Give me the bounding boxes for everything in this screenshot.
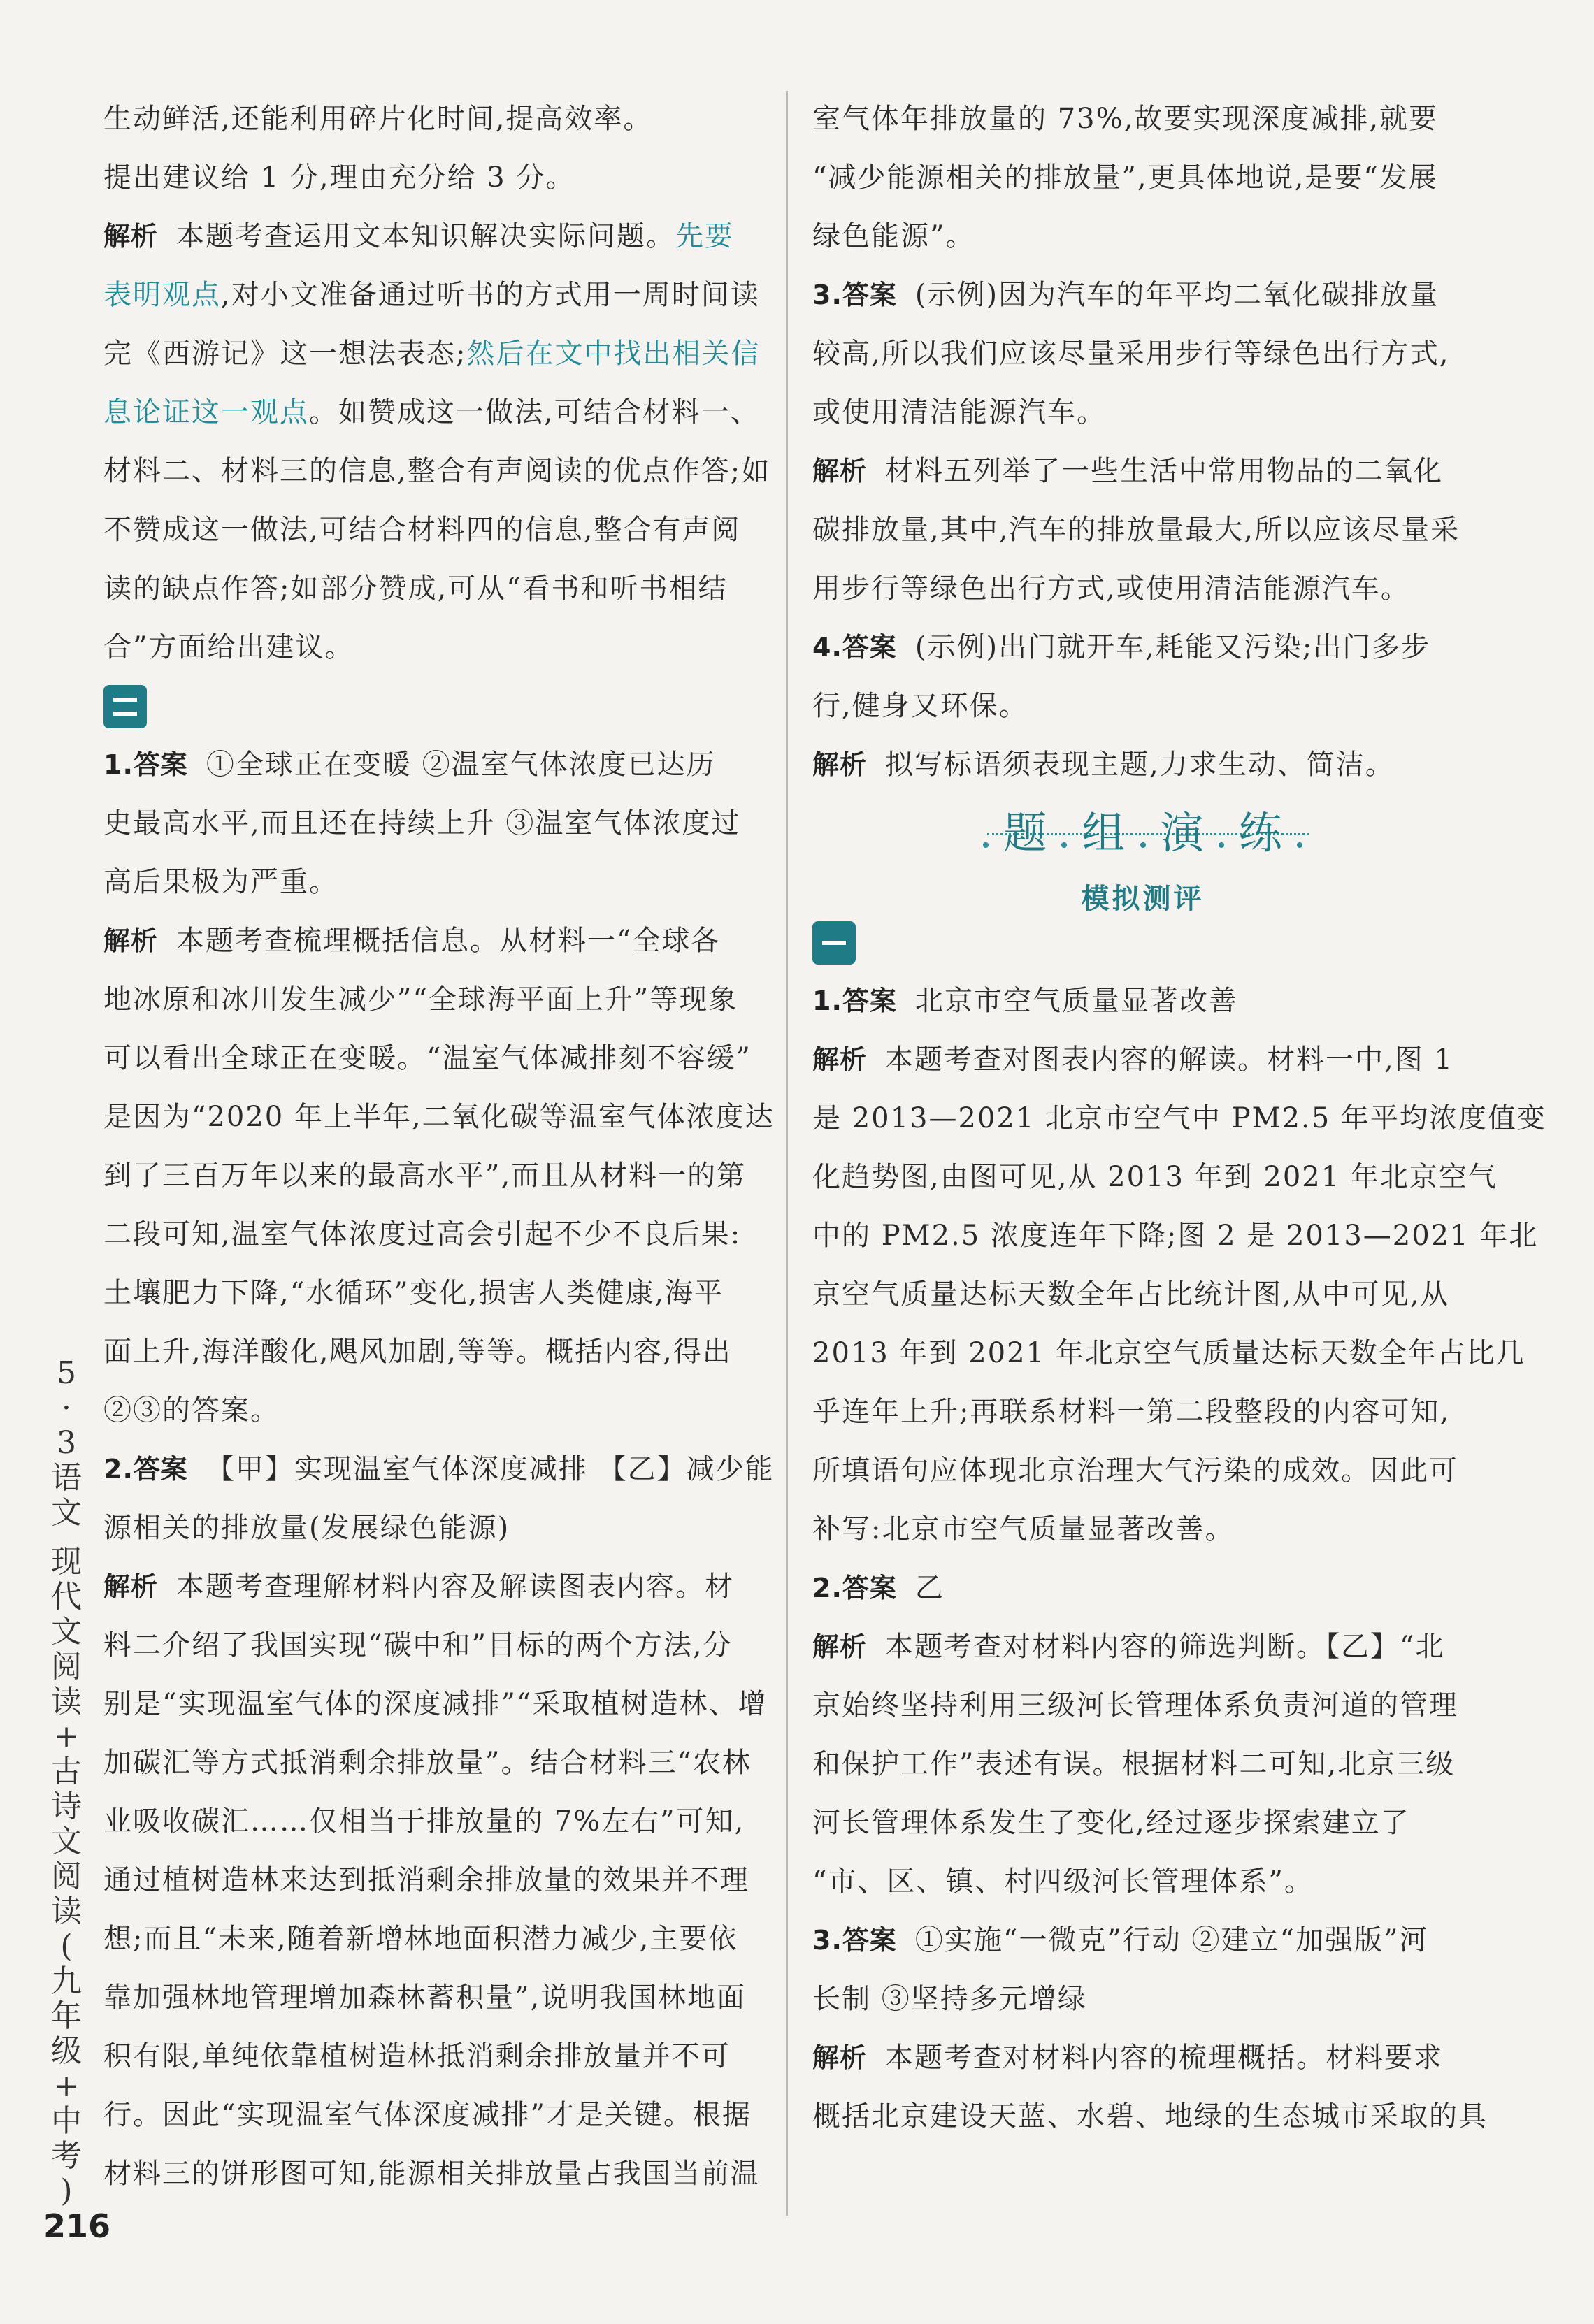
sidebar-char: 文 [51,1824,82,1859]
text-line: 生动鲜活,还能利用碎片化时间,提高效率。 [103,103,653,135]
sidebar-char: 5 [57,1355,76,1391]
sidebar-char: 古 [51,1754,82,1789]
text-line: 行,健身又环保。 [812,690,1028,722]
text-line: ②③的答案。 [103,1394,280,1427]
text-line: 材料三的饼形图可知,能源相关排放量占我国当前温 [103,2158,760,2190]
title-char: 练 [1238,807,1282,858]
left-column [103,89,775,2203]
sidebar-char: 阅 [51,1649,82,1684]
text-line: 不赞成这一做法,可结合材料四的信息,整合有声阅 [103,514,741,546]
text-line: 行。因此“实现温室气体深度减排”才是关键。根据 [103,2099,752,2131]
text-line: 碳排放量,其中,汽车的排放量最大,所以应该尽量采 [812,514,1460,546]
analysis-label: 解析 [103,221,159,252]
text-line: 加碳汇等方式抵消剩余排放量”。结合材料三“农林 [103,1747,752,1779]
analysis-label: 解析 [812,456,868,486]
sidebar-char: · [62,1390,71,1426]
sidebar-char: 读 [51,1684,82,1719]
sidebar-gap [42,1531,91,1545]
answer-label: 2.答案 [103,1454,188,1485]
title-dot [1219,842,1224,848]
sidebar-char: 考 [51,2138,82,2174]
text-line: 京空气质量达标天数全年占比统计图,从中可见,从 [812,1278,1450,1311]
highlight-text: 先要 [675,220,735,252]
analysis-line: 解析 本题考查梳理概括信息。从材料一“全球各 [103,925,721,957]
section-one-icon [812,921,856,965]
answer-line: 3.答案 (示例)因为汽车的年平均二氧化碳排放量 [812,279,1439,311]
sidebar-char: 年 [51,1998,82,2034]
answer-line: 2.答案 乙 [812,1572,945,1604]
highlight-text: 息论证这一观点 [103,396,309,428]
analysis-line: 解析 本题考查对图表内容的解读。材料一中,图 1 [812,1044,1453,1076]
text-line: 到了三百万年以来的最高水平”,而且从材料一的第 [103,1160,747,1192]
sidebar-char: 诗 [51,1789,82,1824]
title-dot [983,842,989,848]
analysis-line: 解析 本题考查运用文本知识解决实际问题。先要 [103,220,735,252]
text-line: 化趋势图,由图可见,从 2013 年到 2021 年北京空气 [812,1161,1498,1193]
text-line: 积有限,单纯依靠植树造林抵消剩余排放量并不可 [103,2040,731,2072]
analysis-label: 解析 [812,1631,868,1662]
text-line: 二段可知,温室气体浓度过高会引起不少不良后果: [103,1218,742,1250]
text-line: 或使用清洁能源汽车。 [812,396,1106,428]
text-line: 土壤肥力下降,“水循环”变化,损害人类健康,海平 [103,1277,724,1309]
text-line: 绿色能源”。 [812,220,975,252]
title-dot [1061,842,1067,848]
sidebar-char: 读 [51,1893,82,1929]
text-line: 乎连年上升;再联系材料一第二段整段的内容可知, [812,1396,1451,1428]
title-dot [1140,842,1146,848]
title-char: 组 [1082,807,1126,858]
text-line: 是 2013—2021 北京市空气中 PM2.5 年平均浓度值变 [812,1102,1546,1134]
sidebar-char: 代 [51,1579,82,1615]
analysis-line: 解析 本题考查理解材料内容及解读图表内容。材 [103,1571,735,1603]
answer-line: 4.答案 (示例)出门就开车,耗能又污染;出门多步 [812,631,1431,663]
sidebar-char: 中 [51,2103,82,2139]
answer-line: 1.答案 北京市空气质量显著改善 [812,985,1238,1017]
analysis-label: 解析 [812,2042,868,2073]
text-line: 料二介绍了我国实现“碳中和”目标的两个方法,分 [103,1629,733,1661]
answer-line: 3.答案 ①实施“一微克”行动 ②建立“加强版”河 [812,1924,1429,1956]
text-line: 通过植树造林来达到抵消剩余排放量的效果并不理 [103,1864,749,1896]
text-line: 面上升,海洋酸化,飓风加剧,等等。概括内容,得出 [103,1336,732,1368]
answer-label: 1.答案 [103,749,188,780]
analysis-line: 解析 材料五列举了一些生活中常用物品的二氧化 [812,455,1444,487]
sidebar-char: 现 [51,1544,82,1580]
column-divider [786,91,788,2216]
sidebar-char: 级 [51,2033,82,2069]
sidebar-char: ) [60,2173,73,2209]
text-line: 概括北京建设天蓝、水碧、地绿的生态城市采取的具 [812,2100,1488,2132]
text-line: 源相关的排放量(发展绿色能源) [103,1512,510,1544]
text-line: 完《西游记》这一想法表态;然后在文中找出相关信 [103,338,761,370]
answer-label: 1.答案 [812,986,897,1016]
answer-label: 3.答案 [812,1925,897,1956]
text-line: 史最高水平,而且还在持续上升 ③温室气体浓度过 [103,807,741,839]
section-two-icon [103,685,147,728]
answer-line: 1.答案 ①全球正在变暖 ②温室气体浓度已达历 [103,749,716,781]
answer-label: 3.答案 [812,280,897,310]
answer-label: 2.答案 [812,1573,897,1603]
section-subtitle: 模拟测评 [1081,883,1205,915]
analysis-line: 解析 本题考查对材料内容的筛选判断。【乙】“北 [812,1631,1445,1663]
text-line: 息论证这一观点。如赞成这一做法,可结合材料一、 [103,396,760,428]
text-line: 2013 年到 2021 年北京空气质量达标天数全年占比几 [812,1337,1525,1369]
text-line: 地冰原和冰川发生减少”“全球海平面上升”等现象 [103,983,738,1016]
text-line: 所填语句应体现北京治理大气污染的成效。因此可 [812,1455,1458,1487]
analysis-label: 解析 [103,925,159,956]
section-title-block [812,794,1473,913]
sidebar-char: 文 [51,1614,82,1650]
right-column [812,89,1546,2146]
text-line: 读的缺点作答;如部分赞成,可从“看书和听书相结 [103,572,728,605]
sidebar-char: 阅 [51,1859,82,1894]
text-line: 中的 PM2.5 浓度连年下降;图 2 是 2013—2021 年北 [812,1220,1539,1252]
analysis-line: 解析 本题考查对材料内容的梳理概括。材料要求 [812,2042,1444,2074]
title-dot [1297,842,1302,848]
analysis-label: 解析 [103,1571,159,1602]
analysis-label: 解析 [812,749,868,780]
text-line: 较高,所以我们应该尽量采用步行等绿色出行方式, [812,338,1450,370]
sidebar-char: + [53,1719,80,1754]
text-line: 河长管理体系发生了变化,经过逐步探索建立了 [812,1807,1410,1839]
title-char: 演 [1160,807,1204,858]
text-line: 业吸收碳汇……仅相当于排放量的 7%左右”可知, [103,1805,745,1838]
highlight-text: 然后在文中找出相关信 [466,338,761,370]
text-line: 别是“实现温室气体的深度减排”“采取植树造林、增 [103,1688,768,1720]
text-line: 提出建议给 1 分,理由充分给 3 分。 [103,161,575,194]
text-line: “市、区、镇、村四级河长管理体系”。 [812,1865,1314,1898]
title-char: 题 [1003,807,1047,858]
text-line: 想;而且“未来,随着新增林地面积潜力减少,主要依 [103,1923,738,1955]
text-line: 表明观点,对小文准备通过听书的方式用一周时间读 [103,279,760,311]
sidebar-char: 九 [51,1963,82,1999]
book-series-sidebar [42,1356,91,2209]
text-line: 靠加强林地管理增加森林蓄积量”,说明我国林地面 [103,1982,747,2014]
text-line: 京始终坚持利用三级河长管理体系负责河道的管理 [812,1689,1458,1722]
analysis-label: 解析 [812,1044,868,1075]
highlight-text: 表明观点 [103,279,221,311]
analysis-line: 解析 拟写标语须表现主题,力求生动、简洁。 [812,749,1395,781]
section-title [812,804,1473,863]
text-line: 材料二、材料三的信息,整合有声阅读的优点作答;如 [103,455,771,487]
text-line: 长制 ③坚持多元增绿 [812,1983,1087,2015]
text-line: 室气体年排放量的 73%,故要实现深度减排,就要 [812,103,1439,135]
sidebar-char: 3 [57,1425,76,1461]
text-line: 补写:北京市空气质量显著改善。 [812,1513,1235,1545]
sidebar-char: + [53,2068,80,2104]
sidebar-char: ( [60,1928,73,1964]
answer-line: 2.答案 【甲】实现温室气体深度减排 【乙】减少能 [103,1453,775,1485]
text-line: 用步行等绿色出行方式,或使用清洁能源汽车。 [812,572,1410,605]
answer-label: 4.答案 [812,632,897,663]
text-line: 高后果极为严重。 [103,866,338,898]
page-number: 216 [43,2207,111,2245]
sidebar-char: 文 [51,1495,82,1531]
text-line: 合”方面给出建议。 [103,631,354,663]
sidebar-char: 语 [51,1460,82,1496]
text-line: “减少能源相关的排放量”,更具体地说,是要“发展 [812,161,1438,194]
text-line: 可以看出全球正在变暖。“温室气体减排刻不容缓” [103,1042,752,1074]
text-line: 是因为“2020 年上半年,二氧化碳等温室气体浓度达 [103,1101,775,1133]
text-line: 和保护工作”表述有误。根据材料二可知,北京三级 [812,1748,1456,1780]
